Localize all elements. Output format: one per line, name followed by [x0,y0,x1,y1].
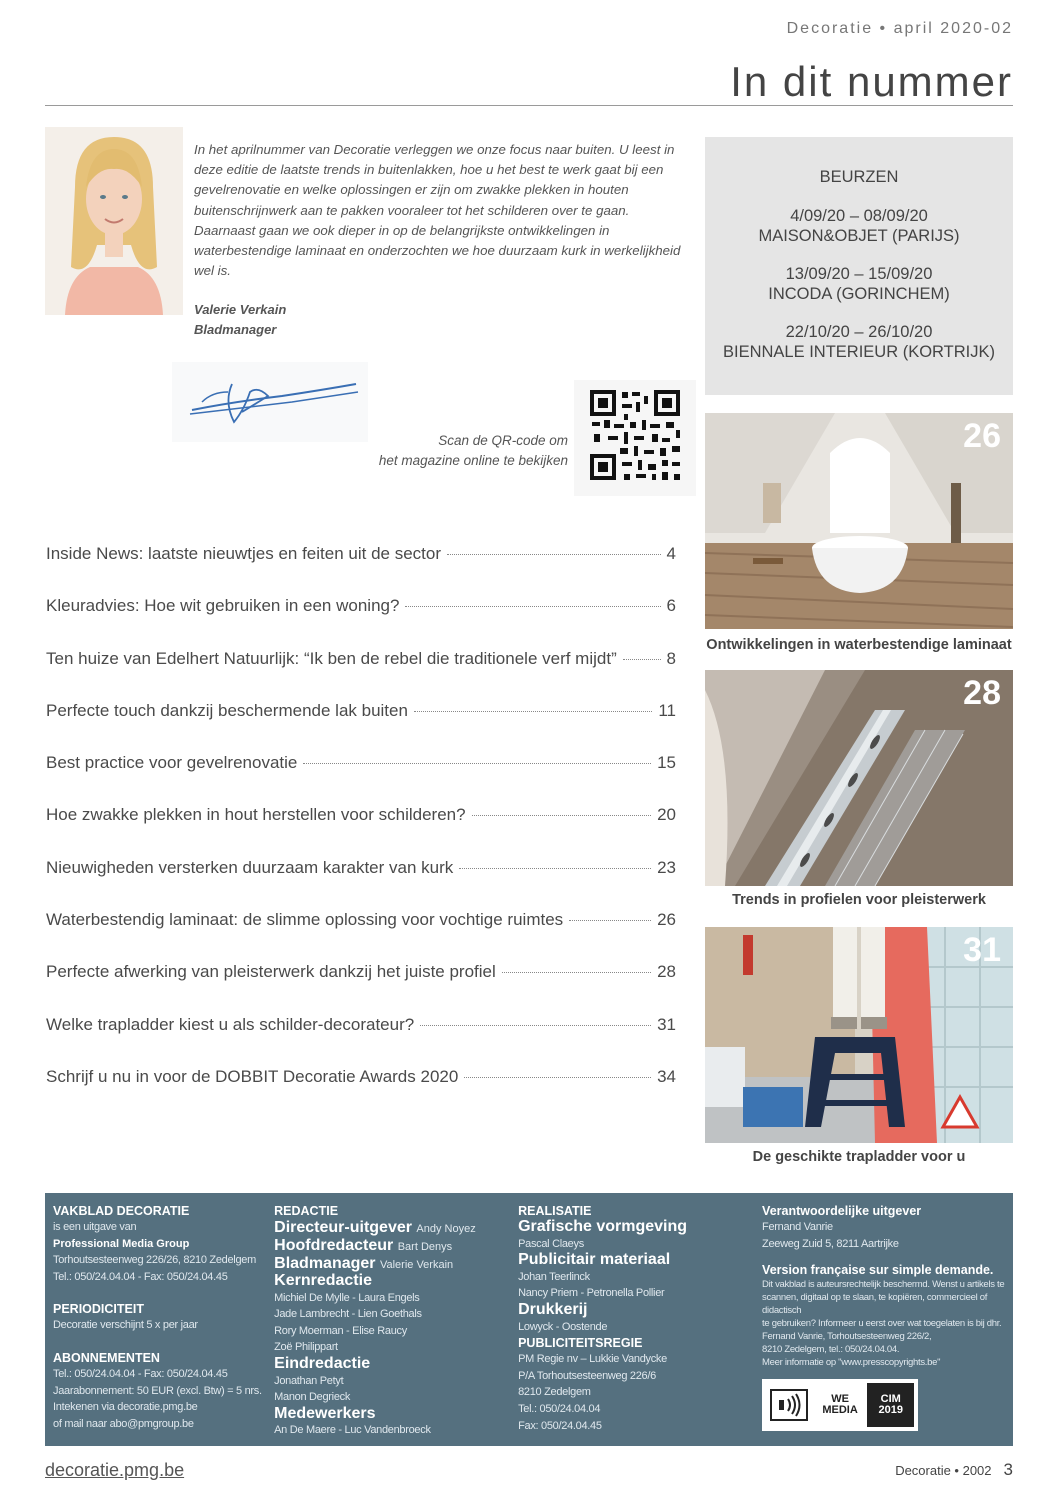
toc-item-page: 6 [666,596,676,616]
toc-item-title: Nieuwigheden versterken duurzaam karakter van kurk [46,857,454,877]
colophon-line: of mail naar abo@pmgroup.be [53,1417,194,1430]
toc-item-title: Best practice voor gevelrenovatie [46,753,298,773]
colophon-line: Fax: 050/24.04.45 [518,1419,602,1432]
toc-leader-dots [459,868,651,869]
colophon-notice: scannen, digitaal op te slaan, te kopiëren, commercieel of didactisch [762,1292,988,1317]
toc-leader-dots [464,1077,651,1078]
page-title: In dit nummer [730,58,1013,105]
intro-text: In het aprilnummer van Decoratie verleggen we onze focus naar buiten. U leest in deze editie de laatste trends in buitenlakken, hoe u het best te werk gaat bij een gevelrenovatie en welke oplossingen er zijn om zwakke plekken in houten buitenschrijnwerk aan te pakken vooraleer tot het schilderen over te gaan. Daarnaast gaan we ook dieper in op de belangrijkste ontwikkelingen in waterbestendige laminaat en onderzochten we hoe duurzaam kurk in werkelijkheid wel is. [194,142,681,279]
colophon-line: Nancy Priem - Petronella Pollier [518,1287,665,1300]
signature-image [172,362,368,442]
we-media-logo: WE MEDIA [822,1393,858,1417]
colophon-legal-column [762,1203,1005,1436]
colophon-role: Bladmanager [274,1255,376,1272]
partner-logos [762,1379,918,1431]
colophon-notice: Fernand Vanrie, Torhoutsesteenweg 226/2, [762,1331,932,1343]
fairs-title: BEURZEN [819,168,899,186]
colophon-line: is een uitgave van [53,1221,137,1233]
fairs-box [705,137,1013,395]
colophon-line: Fernand Vanrie [762,1221,833,1233]
feature-page-number: 26 [963,417,1001,455]
toc-item-page: 26 [657,910,676,930]
colophon-line: Manon Degrieck [274,1391,351,1404]
fair-dates: 22/10/20 – 26/10/20 [785,323,933,341]
signer-role: Bladmanager [194,322,277,337]
feature-image-plaster[interactable] [705,670,1013,886]
toc-item[interactable] [46,649,676,701]
colophon-line: Jaarabonnement: 50 EUR (excl. Btw) = 5 nrs. [53,1384,262,1397]
toc-item-page: 20 [657,805,676,825]
colophon-heading: VAKBLAD DECORATIE [53,1204,190,1218]
toc-item[interactable] [46,858,676,910]
colophon-heading: Verantwoordelijke uitgever [762,1204,922,1218]
qr-code[interactable] [574,380,696,496]
toc-item-title: Hoe zwakke plekken in hout herstellen voor schilderen? [46,805,466,825]
colophon-line: Decoratie verschijnt 5 x per jaar [53,1319,198,1332]
colophon-line: Lowyck - Oostende [518,1320,608,1333]
cim-logo: CIM 2019 [867,1383,914,1427]
colophon-line: An De Maere - Luc Vandenbroeck [274,1424,431,1437]
colophon-line: Rory Moerman - Elise Raucy [274,1324,407,1337]
toc-leader-dots [420,1025,651,1026]
colophon-heading: REDACTIE [274,1204,339,1218]
colophon-role: Publicitair materiaal [518,1251,671,1269]
colophon-role: Grafische vormgeving [518,1218,688,1235]
colophon-heading: REALISATIE [518,1204,592,1218]
fair-item [705,206,1013,246]
toc-leader-dots [447,554,661,555]
toc-item-page: 4 [666,544,676,563]
colophon-role: Eindredactie [274,1354,371,1372]
feature-caption: Ontwikkelingen in waterbestendige laminaat [706,637,1012,653]
toc-leader-dots [569,920,651,921]
toc-item-page: 23 [657,857,676,877]
fair-name: MAISON&OBJET (PARIJS) [758,227,960,245]
toc-item-title: Inside News: laatste nieuwtjes en feiten uit de sector [46,544,441,563]
toc-leader-dots [623,659,661,660]
colophon-line: Pascal Claeys [518,1237,584,1250]
editor-portrait [45,127,183,315]
toc-item[interactable] [46,596,676,648]
colophon-line: 8210 Zedelgem [518,1386,591,1399]
toc-item-title: Kleuradvies: Hoe wit gebruiken in een woning? [46,596,400,616]
audio-logo-icon [766,1383,813,1427]
colophon-heading: PERIODICITEIT [53,1302,144,1317]
colophon-notice: 8210 Zedelgem, tel.: 050/24.04.04. [762,1344,900,1356]
toc-item[interactable] [46,1015,676,1067]
toc-item-title: Schrijf u nu in voor de DOBBIT Decoratie Awards 2020 [46,1066,459,1086]
colophon-line: Tel.: 050/24.04.04 - Fax: 050/24.04.45 [53,1367,228,1380]
colophon-line: Zoë Philippart [274,1341,338,1354]
toc-item-title: Perfecte afwerking van pleisterwerk dankzij het juiste profiel [46,962,496,982]
toc-item-page: 15 [657,753,676,773]
fair-dates: 4/09/20 – 08/09/20 [790,207,928,225]
feature-image-ladder[interactable] [705,927,1013,1143]
colophon-role: Hoofdredacteur [274,1237,394,1254]
toc-item[interactable] [46,701,676,753]
fair-name: BIENNALE INTERIEUR (KORTRIJK) [723,343,995,361]
fair-item [705,264,1013,304]
toc-item[interactable] [46,1067,676,1119]
qr-caption-line2: het magazine online te bekijken [378,453,568,468]
toc-item-page: 11 [658,700,676,720]
colophon-publisher-column [53,1203,274,1436]
website-link[interactable]: decoratie.pmg.be [45,1460,185,1480]
toc-item-page: 8 [666,648,676,668]
toc-item-page: 28 [657,962,676,982]
colophon-line: Tel.: 050/24.04.04 - Fax: 050/24.04.45 [53,1270,228,1283]
toc-item[interactable] [46,544,676,596]
fair-dates: 13/09/20 – 15/09/20 [785,265,933,283]
issue-label: Decoratie • 2002 [895,1463,992,1478]
toc-leader-dots [502,972,651,973]
toc-item-title: Ten huize van Edelhert Natuurlijk: “Ik ben de rebel die traditionele verf mijdt” [46,648,617,668]
fair-name: INCODA (GORINCHEM) [768,285,950,303]
colophon-person: Andy Noyez [416,1223,476,1235]
colophon-role: Drukkerij [518,1300,588,1318]
colophon-line: Intekenen via decoratie.pmg.be [53,1401,198,1414]
qr-caption [360,431,568,471]
colophon-person: Valerie Verkain [379,1259,454,1271]
toc-item-page: 34 [657,1066,676,1086]
toc-item-title: Perfecte touch dankzij beschermende lak buiten [46,700,408,720]
feature-page-number: 31 [963,931,1001,969]
toc-item[interactable] [46,753,676,805]
toc-leader-dots [414,711,652,712]
qr-caption-line1: Scan de QR-code om [438,433,568,448]
colophon-heading: ABONNEMENTEN [53,1350,160,1365]
toc-item-page: 31 [657,1014,676,1034]
colophon-role: Directeur-uitgever [274,1219,412,1236]
colophon-line: Johan Teerlinck [518,1270,590,1283]
colophon-role: Kernredactie [274,1272,372,1289]
colophon-line: Tel.: 050/24.04.04 [518,1402,601,1415]
fair-item [705,322,1013,362]
issue-meta: Decoratie • april 2020-02 [786,20,1013,37]
colophon-editorial-column [274,1203,518,1436]
toc-item[interactable] [46,910,676,962]
toc-item[interactable] [46,962,676,1014]
colophon-notice: te gebruiken? Informeer u eerst over wat toegelaten is bij dhr. [762,1318,1002,1330]
feature-caption: Trends in profielen voor pleisterwerk [732,892,986,908]
colophon-heading: Version française sur simple demande. [762,1263,994,1278]
colophon-person: Bart Denys [397,1241,453,1253]
page-footer [895,1460,1013,1480]
colophon-line: Zeeweg Zuid 5, 8211 Aartrijke [762,1237,899,1250]
feature-image-laminate[interactable] [705,413,1013,629]
signer-name: Valerie Verkain [194,302,287,317]
colophon-line: Professional Media Group [53,1237,190,1250]
header-divider [45,105,1013,106]
feature-page-number: 28 [963,674,1001,712]
colophon-line: P/A Torhoutsesteenweg 226/6 [518,1369,656,1382]
toc-leader-dots [405,606,660,607]
colophon-heading: PUBLICITEITSREGIE [518,1336,643,1351]
colophon-notice: Meer informatie op "www.presscopyrights.be" [762,1357,941,1369]
colophon [45,1193,1013,1446]
colophon-line: Michiel De Mylle - Laura Engels [274,1291,420,1304]
colophon-production-column [518,1203,762,1436]
page-number: 3 [1003,1460,1013,1479]
colophon-line: PM Regie nv – Lukkie Vandycke [518,1353,667,1366]
toc-item[interactable] [46,805,676,857]
colophon-role: Medewerkers [274,1404,376,1422]
colophon-line: Jade Lambrecht - Lien Goethals [274,1308,422,1321]
toc-item-title: Welke trapladder kiest u als schilder-decorateur? [46,1014,415,1034]
colophon-notice: Dit vakblad is auteursrechtelijk beschermd. Wenst u artikels te [762,1279,1005,1291]
colophon-line: Jonathan Petyt [274,1374,344,1387]
toc-leader-dots [472,815,652,816]
table-of-contents [46,544,676,1119]
feature-caption: De geschikte trapladder voor u [752,1149,966,1165]
toc-item-title: Waterbestendig laminaat: de slimme oplossing voor vochtige ruimtes [46,910,564,930]
colophon-line: Torhoutsesteenweg 226/26, 8210 Zedelgem [53,1254,256,1267]
toc-leader-dots [303,763,651,764]
